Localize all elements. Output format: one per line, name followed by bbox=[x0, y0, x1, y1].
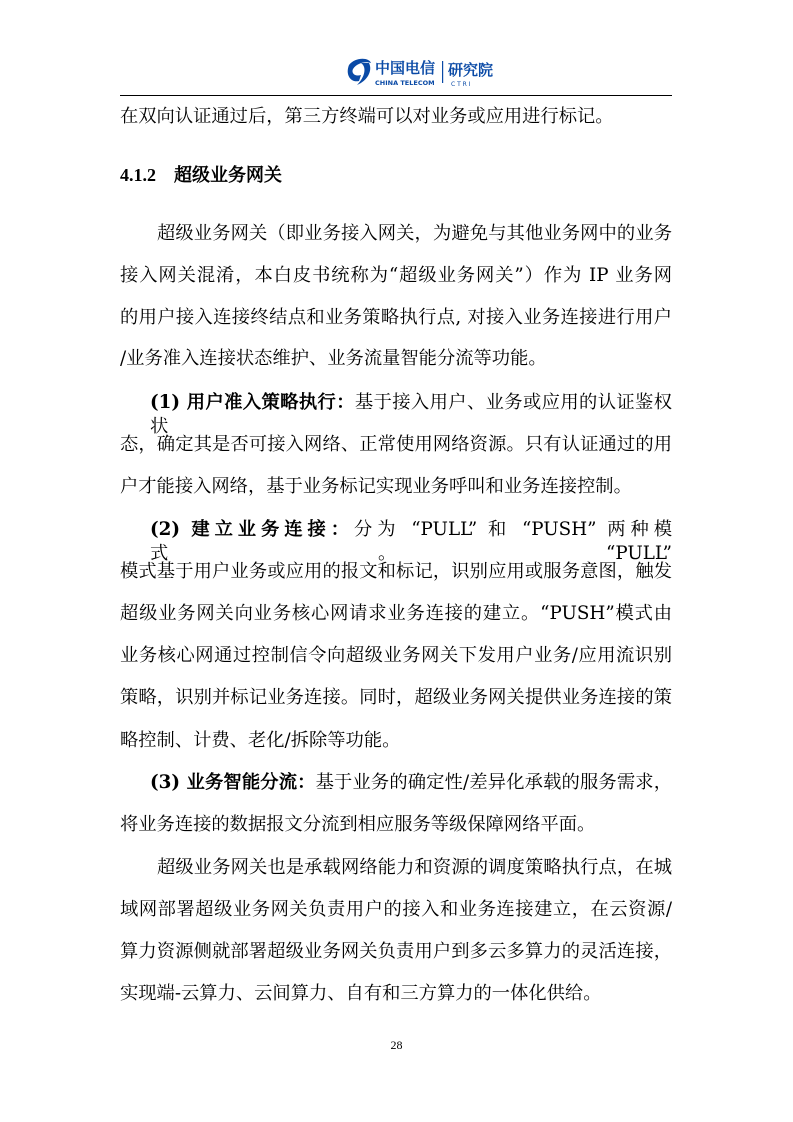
text-line bbox=[120, 729, 672, 753]
line-text: 略控制、计费、老化/拆除等功能。 bbox=[120, 730, 401, 751]
header-rule bbox=[120, 95, 672, 96]
page-number: 28 bbox=[390, 1038, 403, 1052]
text-line bbox=[120, 306, 672, 330]
brand-en: CHINA TELECOM bbox=[375, 79, 435, 87]
institute-zh: 研究院 bbox=[448, 61, 494, 79]
line-text: 态，确定其是否可接入网络、正常使用网络资源。只有认证通过的用 bbox=[120, 434, 672, 455]
text-line bbox=[157, 222, 672, 246]
text-line bbox=[120, 940, 672, 964]
section-heading bbox=[120, 163, 672, 188]
text-line bbox=[120, 475, 672, 499]
heading-text: 4.1.2 超级业务网关 bbox=[120, 165, 282, 185]
line-text: 在双向认证通过后，第三方终端可以对业务或应用进行标记。 bbox=[120, 106, 614, 127]
line-text: 超级业务网关向业务核心网请求业务连接的建立。“PUSH”模式由 bbox=[120, 603, 672, 624]
line-text: 模式基于用户业务或应用的报文和标记，识别应用或服务意图，触发 bbox=[120, 561, 672, 582]
line-text: 将业务连接的数据报文分流到相应服务等级保障网络平面。 bbox=[120, 814, 596, 835]
text-line bbox=[120, 264, 672, 288]
line-text: 算力资源侧就部署超级业务网关负责用户到多云多算力的灵活连接， bbox=[120, 941, 672, 962]
line-text: /业务准入连接状态维护、业务流量智能分流等功能。 bbox=[120, 348, 547, 369]
text-line bbox=[120, 898, 672, 922]
line-text: 的用户接入连接终结点和业务策略执行点, 对接入业务连接进行用户 bbox=[120, 307, 672, 328]
china-telecom-ctri-logo bbox=[345, 55, 495, 89]
text-line bbox=[120, 560, 672, 584]
line-text: 分为 “PULL” 和 “PUSH” 两种模式。“PULL” bbox=[150, 519, 673, 564]
line-text: 基于业务的确定性/差异化承载的服务需求， bbox=[315, 772, 672, 793]
line-text: 实现端-云算力、云间算力、自有和三方算力的一体化供给。 bbox=[120, 983, 602, 1004]
line-text: 业务核心网通过控制信令向超级业务网关下发用户业务/应用流识别 bbox=[120, 645, 672, 666]
brand-zh: 中国电信 bbox=[375, 59, 436, 77]
line-text: 超级业务网关也是承载网络能力和资源的调度策略执行点，在城 bbox=[157, 857, 672, 878]
text-line bbox=[120, 982, 672, 1006]
text-line bbox=[150, 771, 672, 795]
text-line bbox=[120, 105, 672, 129]
text-line bbox=[120, 686, 672, 710]
text-line bbox=[120, 813, 672, 837]
line-text: 域网部署超级业务网关负责用户的接入和业务连接建立，在云资源/ bbox=[120, 899, 672, 920]
line-text: 户才能接入网络，基于业务标记实现业务呼叫和业务连接控制。 bbox=[120, 476, 632, 497]
text-line bbox=[157, 856, 672, 880]
item-title: (2) 建立业务连接： bbox=[150, 519, 354, 540]
institute-en: C T R I bbox=[451, 81, 471, 88]
line-text: 策略，识别并标记业务连接。同时，超级业务网关提供业务连接的策 bbox=[120, 687, 672, 708]
line-text: 接入网关混淆，本白皮书统称为“超级业务网关”）作为 IP 业务网 bbox=[120, 265, 672, 286]
text-line bbox=[150, 391, 673, 437]
text-line bbox=[150, 518, 673, 564]
item-title: (1) 用户准入策略执行： bbox=[150, 392, 355, 413]
item-title: (3) 业务智能分流： bbox=[150, 772, 316, 793]
text-line bbox=[120, 602, 672, 626]
text-line bbox=[120, 644, 672, 668]
line-text: 基于接入用户、业务或应用的认证鉴权状 bbox=[150, 392, 673, 437]
text-line bbox=[120, 347, 672, 371]
text-line bbox=[120, 433, 672, 457]
line-text: 超级业务网关（即业务接入网关，为避免与其他业务网中的业务 bbox=[157, 223, 672, 244]
